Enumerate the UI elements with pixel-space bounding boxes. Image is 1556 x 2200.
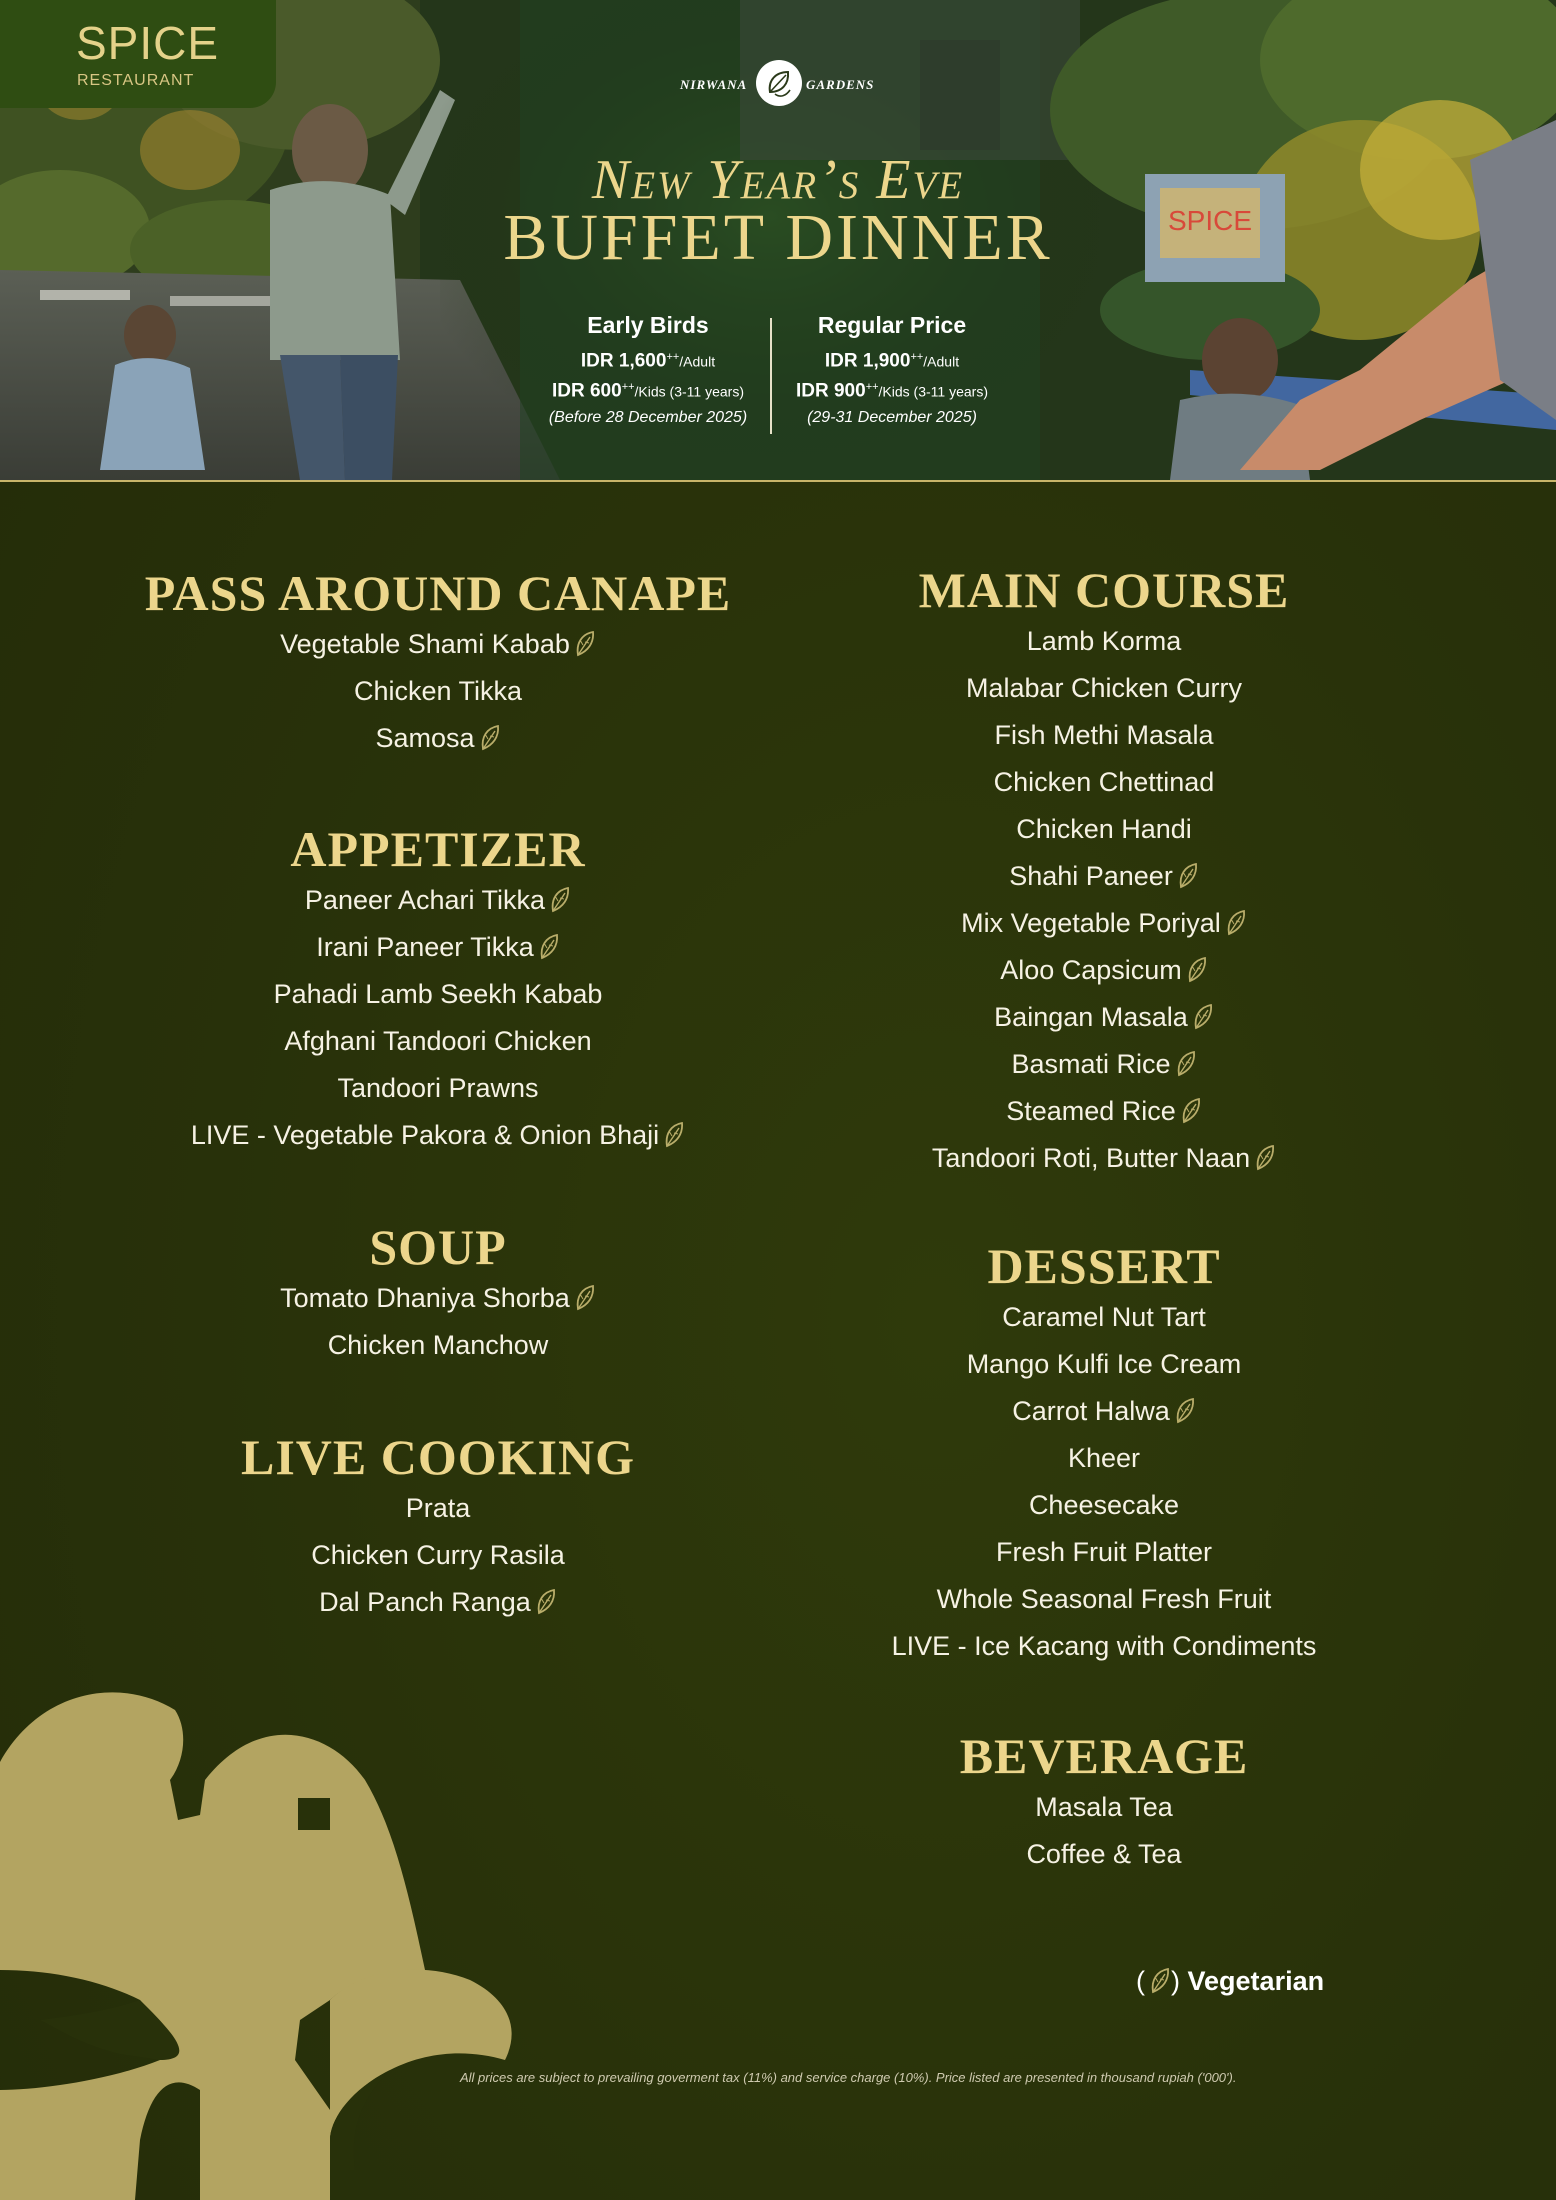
early-kids-price — [518, 375, 778, 405]
menu-item-name: Tandoori Roti, Butter Naan — [931, 1143, 1251, 1173]
menu-item — [754, 1529, 1454, 1576]
section-title: BEVERAGE — [959, 1728, 1249, 1784]
early-note: (Before 28 December 2025) — [548, 409, 748, 427]
regular-heading: Regular Price — [817, 312, 967, 338]
menu-item — [88, 1018, 788, 1065]
regular-kids-amount: IDR 900 — [795, 380, 866, 402]
early-adult-amount: IDR 1,600 — [580, 350, 667, 372]
menu-item-name: Afghani Tandoori Chicken — [284, 1026, 592, 1056]
menu-item — [88, 668, 788, 715]
section-title: SOUP — [369, 1219, 507, 1275]
regular-kids-price — [762, 375, 1022, 405]
menu-item — [754, 806, 1454, 853]
restaurant-logo — [0, 0, 276, 108]
menu-item — [754, 712, 1454, 759]
leaf-icon — [535, 1583, 557, 1611]
menu-item-name: Chicken Tikka — [353, 676, 523, 706]
section-live-cooking — [88, 1429, 788, 1626]
menu-item-name: Aloo Capsicum — [1000, 955, 1182, 985]
menu-item — [754, 1623, 1454, 1670]
logo-subtext: RESTAURANT — [77, 72, 195, 89]
menu-list — [88, 621, 788, 762]
early-kids-unit: /Kids (3-11 years) — [634, 383, 744, 400]
legend-label: Vegetarian — [1187, 1966, 1325, 1996]
menu-item-name: Shahi Paneer — [1009, 861, 1173, 891]
regular-note: (29-31 December 2025) — [807, 409, 977, 427]
menu-list — [754, 618, 1454, 1182]
early-adult-price — [518, 345, 778, 375]
section-soup — [88, 1219, 788, 1369]
menu-item-name: Paneer Achari Tikka — [304, 885, 546, 915]
brand-left-text: NIRWANA — [680, 77, 748, 92]
menu-list — [88, 877, 788, 1159]
plus-mark: ++ — [910, 351, 924, 363]
menu-item-name: Kheer — [1067, 1443, 1141, 1473]
menu-item-name: Whole Seasonal Fresh Fruit — [936, 1584, 1272, 1614]
leaf-icon — [1177, 857, 1199, 885]
menu-item — [754, 759, 1454, 806]
section-pass-around-canape — [88, 565, 788, 762]
menu-item-name: Masala Tea — [1035, 1792, 1173, 1822]
menu-item — [754, 947, 1454, 994]
hero-divider-line — [0, 480, 1556, 482]
menu-item — [754, 1341, 1454, 1388]
menu-item-name: Chicken Chettinad — [993, 767, 1215, 797]
menu-item — [88, 877, 788, 924]
leaf-icon — [1192, 998, 1214, 1026]
menu-item-name: Prata — [405, 1493, 471, 1523]
leaf-icon — [1180, 1092, 1202, 1120]
section-main-course — [754, 562, 1454, 1182]
leaf-icon — [1186, 951, 1208, 979]
early-bird-pricing — [518, 312, 778, 427]
section-appetizer — [88, 821, 788, 1159]
menu-item-name: Vegetable Shami Kabab — [280, 629, 570, 659]
logo-text: SPICE — [76, 17, 220, 69]
leaf-icon — [1174, 1392, 1196, 1420]
plus-mark: ++ — [621, 380, 635, 393]
plus-mark: ++ — [865, 380, 879, 393]
menu-item-name: Caramel Nut Tart — [1002, 1302, 1206, 1332]
menu-item-name: Chicken Manchow — [327, 1330, 549, 1360]
menu-list — [88, 1275, 788, 1369]
menu-item-name: Fish Methi Masala — [994, 720, 1214, 750]
menu-item — [754, 1482, 1454, 1529]
menu-item — [88, 621, 788, 668]
menu-item-name: Samosa — [375, 723, 475, 753]
menu-item-name: Fresh Fruit Platter — [995, 1537, 1213, 1567]
menu-item-name: Lamb Korma — [1026, 626, 1182, 656]
menu-item — [754, 1294, 1454, 1341]
menu-list — [88, 1485, 788, 1626]
early-heading: Early Birds — [587, 312, 709, 338]
leaf-icon — [1225, 904, 1247, 932]
menu-item-name: Malabar Chicken Curry — [965, 673, 1243, 703]
menu-item — [754, 853, 1454, 900]
price-footnote: All prices are subject to prevailing goverment tax (11%) and service charge (10%). Price listed are presented in thousand rupiah ('000'). — [460, 2070, 1237, 2085]
section-title: LIVE COOKING — [240, 1429, 635, 1485]
event-title: New Year’s Eve — [591, 149, 965, 211]
menu-item — [88, 1065, 788, 1112]
regular-adult-unit: /Adult — [923, 353, 960, 370]
menu-item-name: Carrot Halwa — [1012, 1396, 1170, 1426]
plus-mark: ++ — [666, 351, 680, 363]
leaf-icon — [574, 1279, 596, 1307]
menu-item-name: Chicken Handi — [1016, 814, 1192, 844]
section-title: PASS AROUND CANAPE — [144, 565, 732, 621]
menu-item-name: Coffee & Tea — [1026, 1839, 1182, 1869]
leaf-icon — [663, 1116, 685, 1144]
menu-item-name: LIVE - Vegetable Pakora & Onion Bhaji — [190, 1120, 660, 1150]
regular-adult-price — [762, 345, 1022, 375]
menu-item-name: Mix Vegetable Poriyal — [961, 908, 1221, 938]
section-title: MAIN COURSE — [918, 562, 1290, 618]
leaf-icon — [574, 625, 596, 653]
hotel-brand — [678, 60, 878, 110]
menu-item — [754, 618, 1454, 665]
regular-pricing — [762, 312, 1022, 427]
menu-item — [754, 900, 1454, 947]
menu-item — [754, 1784, 1454, 1831]
menu-item — [88, 1579, 788, 1626]
menu-item — [88, 1112, 788, 1159]
menu-item-name: LIVE - Ice Kacang with Condiments — [891, 1631, 1317, 1661]
brand-right-text: GARDENS — [806, 77, 875, 92]
section-title: APPETIZER — [290, 821, 586, 877]
menu-item-name: Dal Panch Ranga — [319, 1587, 531, 1617]
menu-item — [754, 1831, 1454, 1878]
leaf-icon — [1175, 1045, 1197, 1073]
elephant-icon — [0, 1670, 540, 2200]
menu-item — [88, 971, 788, 1018]
menu-item — [88, 1532, 788, 1579]
menu-item — [754, 1388, 1454, 1435]
section-dessert — [754, 1238, 1454, 1670]
menu-item-name: Baingan Masala — [994, 1002, 1188, 1032]
menu-item — [754, 1041, 1454, 1088]
section-beverage — [754, 1728, 1454, 1878]
section-title: DESSERT — [987, 1238, 1221, 1294]
menu-list — [754, 1784, 1454, 1878]
leaf-icon — [1149, 1966, 1171, 1994]
menu-item-name: Mango Kulfi Ice Cream — [966, 1349, 1242, 1379]
menu-item — [754, 994, 1454, 1041]
leaf-icon — [549, 881, 571, 909]
menu-item-name: Chicken Curry Rasila — [311, 1540, 565, 1570]
leaf-icon — [479, 719, 501, 747]
menu-item — [754, 1576, 1454, 1623]
vegetarian-legend — [1136, 1966, 1324, 1997]
menu-item-name: Steamed Rice — [1006, 1096, 1176, 1126]
menu-item-name: Tomato Dhaniya Shorba — [280, 1283, 570, 1313]
leaf-emblem-icon — [756, 60, 802, 106]
menu-item-name: Pahadi Lamb Seekh Kabab — [273, 979, 603, 1009]
regular-kids-unit: /Kids (3-11 years) — [878, 383, 988, 400]
menu-item-name: Cheesecake — [1028, 1490, 1180, 1520]
menu-item — [88, 1322, 788, 1369]
legend-open: ( — [1136, 1966, 1145, 1996]
menu-item — [88, 1275, 788, 1322]
menu-item-name: Basmati Rice — [1011, 1049, 1171, 1079]
menu-item-name: Irani Paneer Tikka — [316, 932, 534, 962]
menu-list — [754, 1294, 1454, 1670]
menu-item — [754, 1088, 1454, 1135]
menu-item — [754, 1135, 1454, 1182]
legend-close: ) — [1171, 1966, 1180, 1996]
menu-item — [754, 665, 1454, 712]
menu-item — [88, 924, 788, 971]
regular-adult-amount: IDR 1,900 — [824, 350, 911, 372]
hero-banner — [0, 0, 1556, 480]
menu-item — [754, 1435, 1454, 1482]
event-subtitle: BUFFET DINNER — [503, 201, 1053, 274]
menu-item-name: Tandoori Prawns — [337, 1073, 539, 1103]
leaf-icon — [1254, 1139, 1276, 1167]
early-adult-unit: /Adult — [679, 353, 716, 370]
menu-item — [88, 715, 788, 762]
leaf-icon — [538, 928, 560, 956]
scene-sign-text: SPICE — [1167, 205, 1253, 236]
menu-item — [88, 1485, 788, 1532]
early-kids-amount: IDR 600 — [551, 380, 622, 402]
